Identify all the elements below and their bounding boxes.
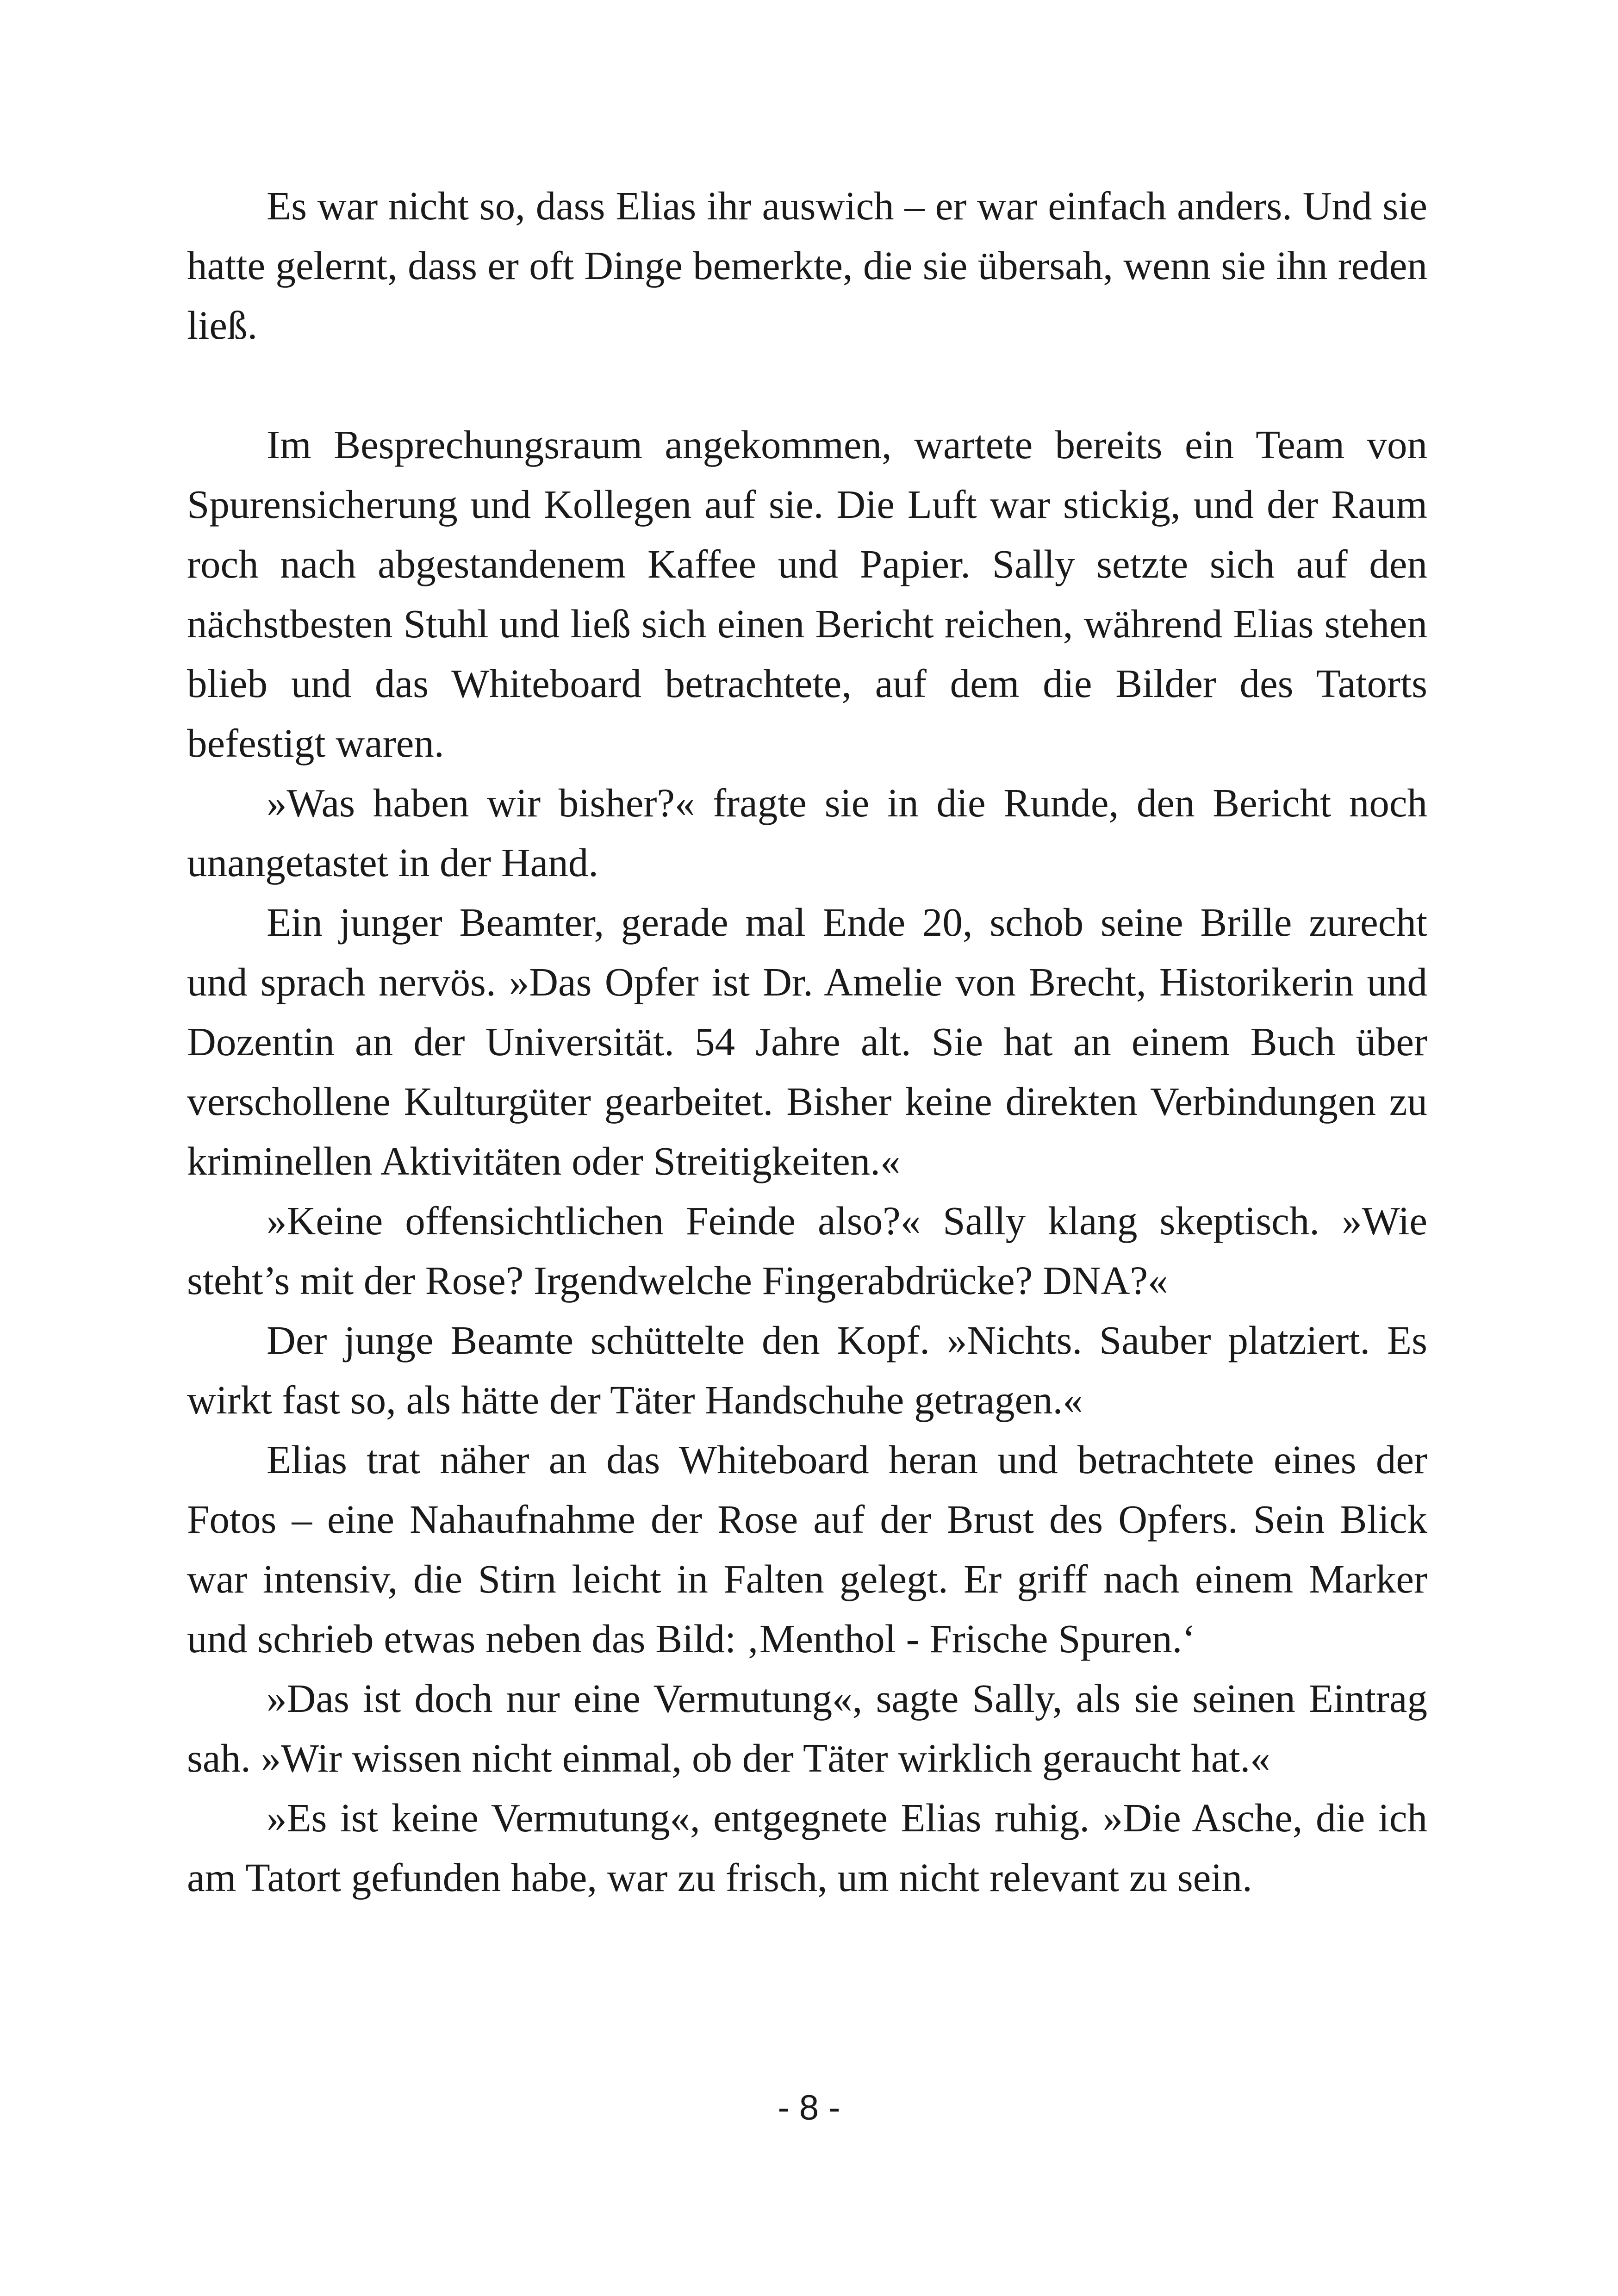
paragraph-3: »Was haben wir bisher?« fragte sie in die Runde, den Bericht noch unangetastet in der Hand. [187,780,1427,885]
paragraph-6: Der junge Beamte schüttelte den Kopf. »Nichts. Sauber platziert. Es wirkt fast so, als hätte der Täter Handschuhe getragen.« [187,1318,1427,1422]
paragraph-7: Elias trat näher an das Whiteboard heran und betrachtete eines der Fotos – eine Nahaufnahme der Rose auf der Brust des Opfers. Sein Blick war intensiv, die Stirn leicht in Falten gelegt. Er griff nach einem Marker und schrieb etwas neben das Bild: ‚Menthol - Frische Spuren.‘ [187,1437,1427,1661]
paragraph-2: Im Besprechungsraum angekommen, wartete bereits ein Team von Spurensicherung und Kollegen auf sie. Die Luft war stickig, und der Raum roch nach abgestandenem Kaffee und Papier. Sally setzte sich auf den nächstbesten Stuhl und ließ sich einen Bericht reichen, während Elias stehen blieb und das Whiteboard betrachtete, auf dem die Bilder des Tatorts befestigt waren. [187,422,1427,765]
paragraph-4: Ein junger Beamter, gerade mal Ende 20, schob seine Brille zurecht und sprach nervös. »Das Opfer ist Dr. Amelie von Brecht, Historikerin und Dozentin an der Universität. 54 Jahre alt. Sie hat an einem Buch über verschollene Kulturgüter gearbeitet. Bisher keine direkten Verbindungen zu kriminellen Aktivitäten oder Streitigkeiten.« [187,900,1427,1183]
body-text [187,176,1427,1907]
paragraph-8: »Das ist doch nur eine Vermutung«, sagte Sally, als sie seinen Eintrag sah. »Wir wissen nicht einmal, ob der Täter wirklich geraucht hat.« [187,1676,1427,1780]
paragraph-5: »Keine offensichtlichen Feinde also?« Sally klang skeptisch. »Wie steht’s mit der Rose? Irgendwelche Fingerabdrücke? DNA?« [187,1198,1427,1303]
paragraph-1: Es war nicht so, dass Elias ihr auswich – er war einfach anders. Und sie hatte gelernt, dass er oft Dinge bemerkte, die sie übersah, wenn sie ihn reden ließ. [187,183,1427,348]
page-number: - 8 - [778,2088,840,2128]
paragraph-9: »Es ist keine Vermutung«, entgegnete Elias ruhig. »Die Asche, die ich am Tatort gefunden habe, war zu frisch, um nicht relevant zu sein. [187,1795,1427,1900]
